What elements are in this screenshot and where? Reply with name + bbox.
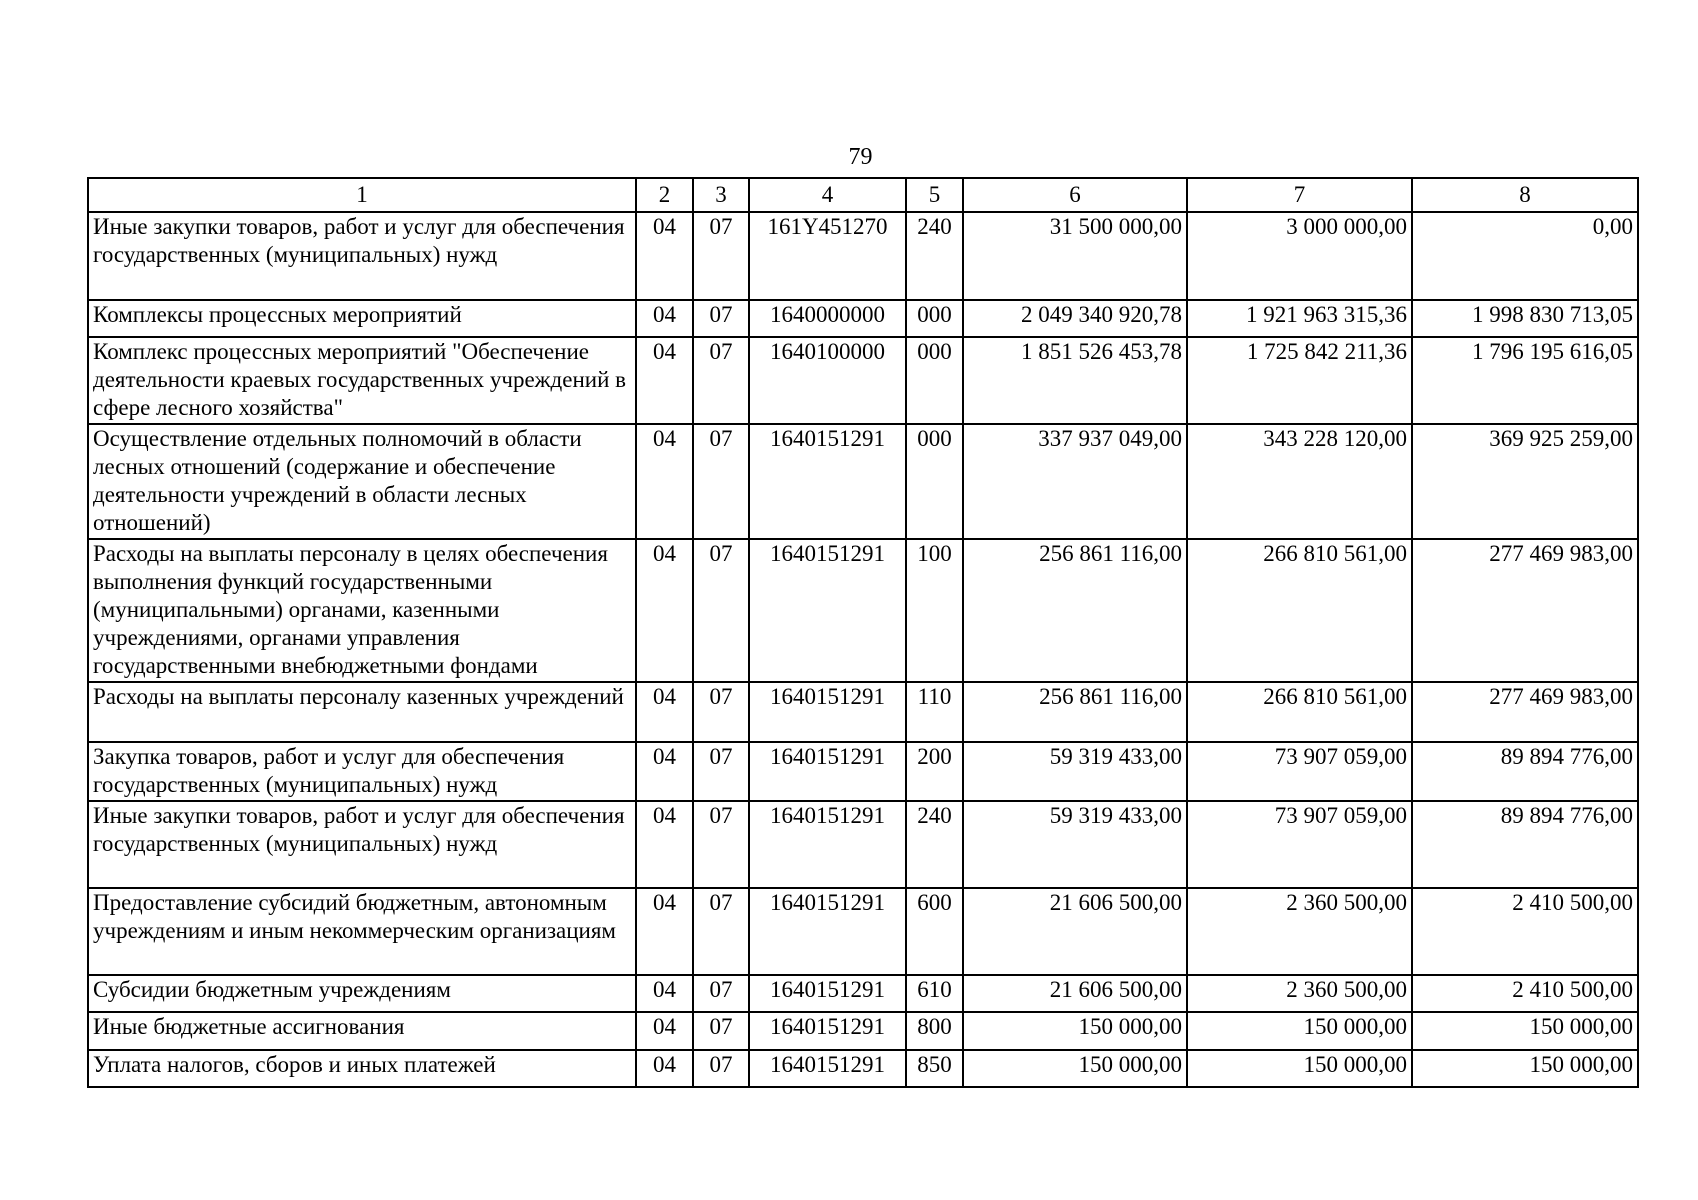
subsection-code: 07 xyxy=(693,539,749,682)
expense-type-code: 850 xyxy=(906,1050,963,1087)
table-row xyxy=(88,801,1638,888)
target-article-code: 1640151291 xyxy=(749,742,906,801)
expense-type-code: 800 xyxy=(906,1012,963,1050)
subsection-code: 07 xyxy=(693,975,749,1012)
header-col-8: 8 xyxy=(1412,178,1638,212)
row-name: Осуществление отдельных полномочий в области лесных отношений (содержание и обеспечение деятельности учреждений в области лесных отношений) xyxy=(88,424,636,539)
amount-col-8: 89 894 776,00 xyxy=(1412,801,1638,888)
table-body xyxy=(88,212,1638,1087)
section-code: 04 xyxy=(636,1012,693,1050)
amount-col-8: 277 469 983,00 xyxy=(1412,682,1638,742)
section-code: 04 xyxy=(636,975,693,1012)
table-row xyxy=(88,682,1638,742)
amount-col-7: 73 907 059,00 xyxy=(1187,742,1412,801)
amount-col-6: 150 000,00 xyxy=(963,1012,1187,1050)
table-row xyxy=(88,212,1638,300)
table-row xyxy=(88,300,1638,337)
expense-type-code: 610 xyxy=(906,975,963,1012)
target-article-code: 1640151291 xyxy=(749,424,906,539)
target-article-code: 161Y451270 xyxy=(749,212,906,300)
expense-type-code: 240 xyxy=(906,212,963,300)
table-row xyxy=(88,1050,1638,1087)
amount-col-6: 2 049 340 920,78 xyxy=(963,300,1187,337)
table-row xyxy=(88,888,1638,975)
target-article-code: 1640151291 xyxy=(749,1050,906,1087)
subsection-code: 07 xyxy=(693,300,749,337)
table-row xyxy=(88,975,1638,1012)
table-row xyxy=(88,337,1638,424)
expense-type-code: 600 xyxy=(906,888,963,975)
amount-col-8: 369 925 259,00 xyxy=(1412,424,1638,539)
row-name: Закупка товаров, работ и услуг для обеспечения государственных (муниципальных) нужд xyxy=(88,742,636,801)
amount-col-7: 266 810 561,00 xyxy=(1187,539,1412,682)
row-name: Предоставление субсидий бюджетным, автономным учреждениям и иным некоммерческим организациям xyxy=(88,888,636,975)
row-name: Субсидии бюджетным учреждениям xyxy=(88,975,636,1012)
expense-type-code: 000 xyxy=(906,424,963,539)
subsection-code: 07 xyxy=(693,1012,749,1050)
amount-col-6: 21 606 500,00 xyxy=(963,888,1187,975)
amount-col-7: 73 907 059,00 xyxy=(1187,801,1412,888)
section-code: 04 xyxy=(636,212,693,300)
amount-col-7: 343 228 120,00 xyxy=(1187,424,1412,539)
amount-col-7: 2 360 500,00 xyxy=(1187,888,1412,975)
amount-col-8: 89 894 776,00 xyxy=(1412,742,1638,801)
header-col-3: 3 xyxy=(693,178,749,212)
amount-col-8: 0,00 xyxy=(1412,212,1638,300)
row-name: Комплекс процессных мероприятий "Обеспечение деятельности краевых государственных учреждений в сфере лесного хозяйства" xyxy=(88,337,636,424)
subsection-code: 07 xyxy=(693,212,749,300)
amount-col-7: 266 810 561,00 xyxy=(1187,682,1412,742)
header-col-7: 7 xyxy=(1187,178,1412,212)
page-number: 79 xyxy=(848,144,873,170)
expense-type-code: 000 xyxy=(906,337,963,424)
table-row xyxy=(88,742,1638,801)
subsection-code: 07 xyxy=(693,337,749,424)
expense-type-code: 200 xyxy=(906,742,963,801)
budget-table xyxy=(87,177,1639,1088)
amount-col-7: 2 360 500,00 xyxy=(1187,975,1412,1012)
section-code: 04 xyxy=(636,888,693,975)
row-name: Уплата налогов, сборов и иных платежей xyxy=(88,1050,636,1087)
target-article-code: 1640000000 xyxy=(749,300,906,337)
amount-col-8: 150 000,00 xyxy=(1412,1012,1638,1050)
expense-type-code: 100 xyxy=(906,539,963,682)
amount-col-6: 150 000,00 xyxy=(963,1050,1187,1087)
row-name: Иные бюджетные ассигнования xyxy=(88,1012,636,1050)
subsection-code: 07 xyxy=(693,424,749,539)
amount-col-7: 150 000,00 xyxy=(1187,1012,1412,1050)
row-name: Иные закупки товаров, работ и услуг для обеспечения государственных (муниципальных) нужд xyxy=(88,801,636,888)
target-article-code: 1640151291 xyxy=(749,888,906,975)
header-col-4: 4 xyxy=(749,178,906,212)
amount-col-7: 150 000,00 xyxy=(1187,1050,1412,1087)
section-code: 04 xyxy=(636,742,693,801)
amount-col-8: 1 998 830 713,05 xyxy=(1412,300,1638,337)
header-col-2: 2 xyxy=(636,178,693,212)
amount-col-6: 1 851 526 453,78 xyxy=(963,337,1187,424)
subsection-code: 07 xyxy=(693,888,749,975)
amount-col-8: 150 000,00 xyxy=(1412,1050,1638,1087)
amount-col-8: 2 410 500,00 xyxy=(1412,975,1638,1012)
amount-col-6: 256 861 116,00 xyxy=(963,682,1187,742)
amount-col-6: 59 319 433,00 xyxy=(963,742,1187,801)
amount-col-6: 256 861 116,00 xyxy=(963,539,1187,682)
amount-col-6: 59 319 433,00 xyxy=(963,801,1187,888)
target-article-code: 1640151291 xyxy=(749,801,906,888)
expense-type-code: 000 xyxy=(906,300,963,337)
expense-type-code: 240 xyxy=(906,801,963,888)
target-article-code: 1640151291 xyxy=(749,975,906,1012)
amount-col-8: 2 410 500,00 xyxy=(1412,888,1638,975)
section-code: 04 xyxy=(636,424,693,539)
section-code: 04 xyxy=(636,1050,693,1087)
row-name: Расходы на выплаты персоналу казенных учреждений xyxy=(88,682,636,742)
subsection-code: 07 xyxy=(693,742,749,801)
table-row xyxy=(88,424,1638,539)
section-code: 04 xyxy=(636,801,693,888)
header-col-5: 5 xyxy=(906,178,963,212)
section-code: 04 xyxy=(636,682,693,742)
amount-col-8: 1 796 195 616,05 xyxy=(1412,337,1638,424)
expense-type-code: 110 xyxy=(906,682,963,742)
header-col-6: 6 xyxy=(963,178,1187,212)
amount-col-6: 31 500 000,00 xyxy=(963,212,1187,300)
target-article-code: 1640100000 xyxy=(749,337,906,424)
amount-col-8: 277 469 983,00 xyxy=(1412,539,1638,682)
target-article-code: 1640151291 xyxy=(749,682,906,742)
table-header xyxy=(88,178,1638,212)
amount-col-7: 3 000 000,00 xyxy=(1187,212,1412,300)
section-code: 04 xyxy=(636,300,693,337)
target-article-code: 1640151291 xyxy=(749,1012,906,1050)
table-row xyxy=(88,539,1638,682)
subsection-code: 07 xyxy=(693,682,749,742)
subsection-code: 07 xyxy=(693,801,749,888)
amount-col-6: 21 606 500,00 xyxy=(963,975,1187,1012)
row-name: Комплексы процессных мероприятий xyxy=(88,300,636,337)
target-article-code: 1640151291 xyxy=(749,539,906,682)
amount-col-7: 1 725 842 211,36 xyxy=(1187,337,1412,424)
table-row xyxy=(88,1012,1638,1050)
header-col-1: 1 xyxy=(88,178,636,212)
subsection-code: 07 xyxy=(693,1050,749,1087)
amount-col-6: 337 937 049,00 xyxy=(963,424,1187,539)
section-code: 04 xyxy=(636,539,693,682)
amount-col-7: 1 921 963 315,36 xyxy=(1187,300,1412,337)
row-name: Иные закупки товаров, работ и услуг для обеспечения государственных (муниципальных) нужд xyxy=(88,212,636,300)
header-row xyxy=(88,178,1638,212)
section-code: 04 xyxy=(636,337,693,424)
row-name: Расходы на выплаты персоналу в целях обеспечения выполнения функций государственными (муниципальными) органами, казенными учреждениями, органами управления государственными внебюджетными фондами xyxy=(88,539,636,682)
